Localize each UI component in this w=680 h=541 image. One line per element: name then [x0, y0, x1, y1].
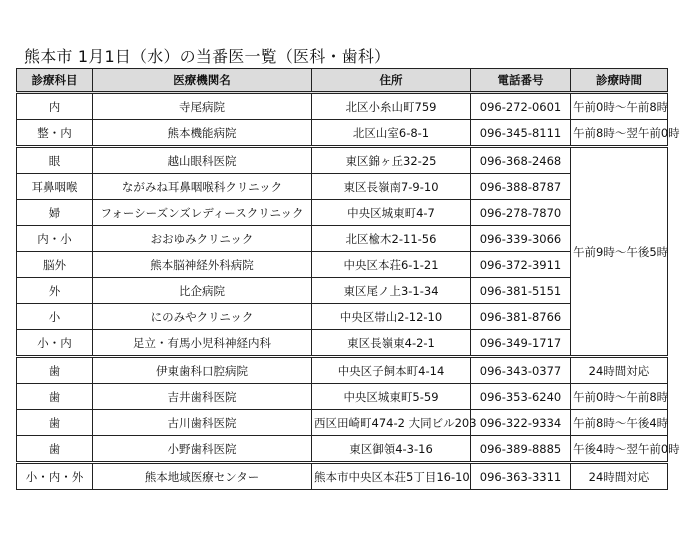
cell-address: 東区錦ヶ丘32-25: [312, 147, 471, 174]
table-row: [17, 278, 668, 304]
cell-phone: 096-372-3911: [471, 252, 571, 278]
header-facility: 医療機関名: [93, 69, 312, 93]
cell-facility: 比企病院: [93, 278, 312, 304]
cell-department: 婦: [17, 200, 93, 226]
table-row: [17, 410, 668, 436]
header-phone: 電話番号: [471, 69, 571, 93]
table-row: [17, 304, 668, 330]
cell-department: 歯: [17, 384, 93, 410]
cell-address: 東区御領4-3-16: [312, 436, 471, 463]
header-department: 診療科目: [17, 69, 93, 93]
cell-department: 整・内: [17, 120, 93, 147]
cell-department: 内: [17, 93, 93, 120]
table-row: [17, 436, 668, 463]
cell-address: 北区楡木2-11-56: [312, 226, 471, 252]
cell-address: 東区長嶺南7-9-10: [312, 174, 471, 200]
cell-facility: 伊東歯科口腔病院: [93, 357, 312, 384]
cell-hours: 午前8時～翌午前0時: [571, 120, 668, 147]
cell-address: 北区山室6-8-1: [312, 120, 471, 147]
cell-facility: 小野歯科医院: [93, 436, 312, 463]
cell-address: 中央区城東町4-7: [312, 200, 471, 226]
table-row: [17, 384, 668, 410]
table-header-row: [17, 69, 668, 93]
cell-phone: 096-272-0601: [471, 93, 571, 120]
cell-address: 中央区城東町5-59: [312, 384, 471, 410]
cell-department: 歯: [17, 357, 93, 384]
cell-phone: 096-339-3066: [471, 226, 571, 252]
cell-department: 歯: [17, 410, 93, 436]
cell-phone: 096-381-8766: [471, 304, 571, 330]
cell-department: 小: [17, 304, 93, 330]
table-row: [17, 174, 668, 200]
cell-phone: 096-353-6240: [471, 384, 571, 410]
table-row: [17, 463, 668, 490]
cell-phone: 096-322-9334: [471, 410, 571, 436]
cell-address: 中央区子飼本町4-14: [312, 357, 471, 384]
cell-facility: 古川歯科医院: [93, 410, 312, 436]
cell-facility: 熊本機能病院: [93, 120, 312, 147]
cell-phone: 096-343-0377: [471, 357, 571, 384]
cell-facility: 足立・有馬小児科神経内科: [93, 330, 312, 357]
cell-facility: 寺尾病院: [93, 93, 312, 120]
cell-department: 脳外: [17, 252, 93, 278]
cell-department: 耳鼻咽喉: [17, 174, 93, 200]
cell-phone: 096-368-2468: [471, 147, 571, 174]
table-row: [17, 226, 668, 252]
cell-address: 中央区本荘6-1-21: [312, 252, 471, 278]
table-row: [17, 93, 668, 120]
cell-facility: 越山眼科医院: [93, 147, 312, 174]
cell-address: 熊本市中央区本荘5丁目16-10: [312, 463, 471, 490]
on-call-clinic-table: [16, 68, 680, 490]
table-row: [17, 200, 668, 226]
cell-hours: 午前0時～午前8時: [571, 93, 668, 120]
cell-department: 小・内: [17, 330, 93, 357]
cell-phone: 096-345-8111: [471, 120, 571, 147]
cell-hours-merged: 午前9時～午後5時: [571, 147, 668, 357]
cell-department: 内・小: [17, 226, 93, 252]
cell-address: 中央区帯山2-12-10: [312, 304, 471, 330]
cell-hours: 24時間対応: [571, 463, 668, 490]
header-hours: 診療時間: [571, 69, 668, 93]
cell-facility: おおゆみクリニック: [93, 226, 312, 252]
cell-facility: ながみね耳鼻咽喉科クリニック: [93, 174, 312, 200]
cell-facility: 熊本脳神経外科病院: [93, 252, 312, 278]
cell-address: 東区長嶺東4-2-1: [312, 330, 471, 357]
table-row: [17, 252, 668, 278]
cell-address: 東区尾ノ上3-1-34: [312, 278, 471, 304]
cell-department: 歯: [17, 436, 93, 463]
cell-phone: 096-388-8787: [471, 174, 571, 200]
cell-address: 北区小糸山町759: [312, 93, 471, 120]
cell-phone: 096-349-1717: [471, 330, 571, 357]
cell-department: 眼: [17, 147, 93, 174]
cell-hours: 午前8時～午後4時: [571, 410, 668, 436]
table-row: [17, 330, 668, 357]
cell-address: 西区田崎町474-2 大同ビル203: [312, 410, 471, 436]
cell-phone: 096-389-8885: [471, 436, 571, 463]
cell-facility: 熊本地域医療センター: [93, 463, 312, 490]
cell-hours: 24時間対応: [571, 357, 668, 384]
page-title: 熊本市 1月1日（水）の当番医一覧（医科・歯科）: [24, 47, 391, 66]
cell-facility: にのみやクリニック: [93, 304, 312, 330]
cell-facility: 吉井歯科医院: [93, 384, 312, 410]
table-row: [17, 147, 668, 174]
cell-hours: 午後4時～翌午前0時: [571, 436, 668, 463]
cell-department: 外: [17, 278, 93, 304]
cell-facility: フォーシーズンズレディースクリニック: [93, 200, 312, 226]
header-address: 住所: [312, 69, 471, 93]
cell-phone: 096-278-7870: [471, 200, 571, 226]
cell-department: 小・内・外: [17, 463, 93, 490]
cell-phone: 096-381-5151: [471, 278, 571, 304]
cell-phone: 096-363-3311: [471, 463, 571, 490]
table-row: [17, 357, 668, 384]
cell-hours: 午前0時～午前8時: [571, 384, 668, 410]
table-row: [17, 120, 668, 147]
